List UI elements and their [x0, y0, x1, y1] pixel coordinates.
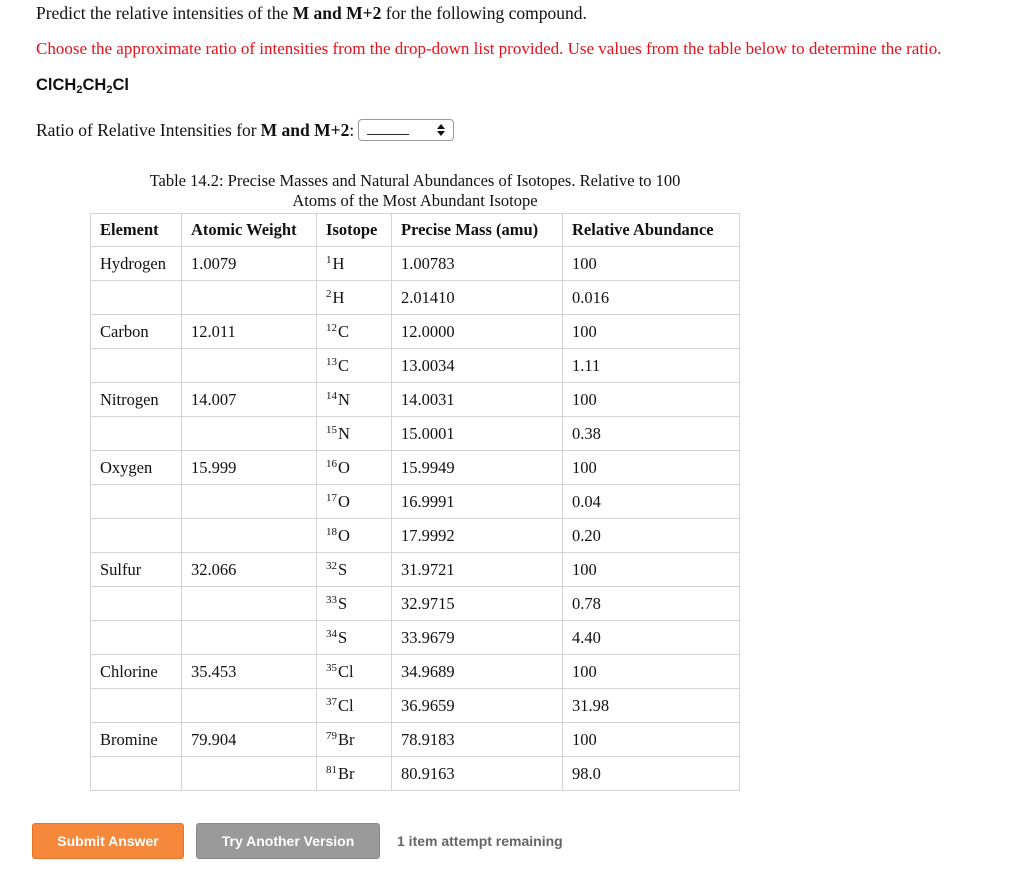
table-row	[91, 349, 740, 383]
mass-number: 1	[326, 253, 332, 266]
cell-atomic-weight: 12.011	[182, 315, 317, 349]
mass-number: 33	[326, 593, 337, 606]
attempts-remaining: 1 item attempt remaining	[397, 833, 563, 849]
cell-relative-abundance: 0.016	[563, 281, 740, 315]
cell-atomic-weight	[182, 587, 317, 621]
cell-precise-mass: 36.9659	[392, 689, 563, 723]
table-row	[91, 621, 740, 655]
cell-relative-abundance: 1.11	[563, 349, 740, 383]
mass-number: 34	[326, 627, 337, 640]
prompt-bold: M and M+2	[292, 3, 382, 23]
cell-isotope	[317, 383, 392, 417]
mass-number: 81	[326, 763, 337, 776]
header-element: Element	[91, 214, 182, 247]
table-row	[91, 757, 740, 791]
ratio-dropdown[interactable]	[358, 119, 454, 141]
cell-relative-abundance: 31.98	[563, 689, 740, 723]
cell-precise-mass: 15.0001	[392, 417, 563, 451]
cell-atomic-weight	[182, 621, 317, 655]
cell-atomic-weight: 35.453	[182, 655, 317, 689]
isotope-symbol: Cl	[338, 695, 354, 715]
cell-atomic-weight	[182, 417, 317, 451]
mass-number: 12	[326, 321, 337, 334]
cell-element: Oxygen	[91, 451, 182, 485]
cell-precise-mass: 13.0034	[392, 349, 563, 383]
isotope-symbol: S	[338, 593, 348, 613]
cell-atomic-weight: 32.066	[182, 553, 317, 587]
table-header-row	[91, 214, 740, 247]
cell-precise-mass: 12.0000	[392, 315, 563, 349]
cell-precise-mass: 14.0031	[392, 383, 563, 417]
cell-relative-abundance: 100	[563, 553, 740, 587]
cell-atomic-weight: 15.999	[182, 451, 317, 485]
cell-precise-mass: 2.01410	[392, 281, 563, 315]
cell-relative-abundance: 0.04	[563, 485, 740, 519]
cell-element: Carbon	[91, 315, 182, 349]
isotope-symbol: N	[338, 423, 350, 443]
table-row	[91, 281, 740, 315]
table-row	[91, 451, 740, 485]
ratio-question	[36, 119, 454, 141]
formula-part: ClCH	[36, 76, 77, 94]
isotope-symbol: S	[338, 559, 348, 579]
compound-formula	[36, 76, 129, 95]
cell-precise-mass: 31.9721	[392, 553, 563, 587]
cell-relative-abundance: 100	[563, 383, 740, 417]
header-atomic-weight: Atomic Weight	[182, 214, 317, 247]
cell-precise-mass: 15.9949	[392, 451, 563, 485]
isotope-symbol: H	[332, 287, 345, 307]
cell-isotope	[317, 689, 392, 723]
mass-number: 32	[326, 559, 337, 572]
isotope-symbol: H	[332, 253, 345, 273]
isotope-symbol: C	[338, 321, 350, 341]
mass-number: 14	[326, 389, 337, 402]
formula-part: Cl	[112, 76, 129, 94]
cell-element	[91, 485, 182, 519]
cell-element: Chlorine	[91, 655, 182, 689]
cell-atomic-weight: 1.0079	[182, 247, 317, 281]
isotope-symbol: O	[338, 491, 350, 511]
cell-precise-mass: 33.9679	[392, 621, 563, 655]
cell-element: Bromine	[91, 723, 182, 757]
cell-isotope	[317, 315, 392, 349]
mass-number: 13	[326, 355, 337, 368]
cell-atomic-weight: 14.007	[182, 383, 317, 417]
formula-subscript: 2	[76, 84, 83, 96]
cell-precise-mass: 1.00783	[392, 247, 563, 281]
table-row	[91, 417, 740, 451]
cell-element	[91, 621, 182, 655]
cell-relative-abundance: 100	[563, 723, 740, 757]
cell-precise-mass: 34.9689	[392, 655, 563, 689]
caption-line: Atoms of the Most Abundant Isotope	[292, 191, 538, 210]
table-row	[91, 383, 740, 417]
cell-relative-abundance: 100	[563, 247, 740, 281]
dropdown-value: ______	[367, 119, 408, 135]
header-relative-abundance: Relative Abundance	[563, 214, 740, 247]
isotope-symbol: N	[338, 389, 350, 409]
ratio-label: Ratio of Relative Intensities for	[36, 119, 257, 140]
prompt-text: Predict the relative intensities of the	[36, 3, 293, 23]
mass-number: 16	[326, 457, 337, 470]
isotope-symbol: Br	[338, 763, 355, 783]
table-caption	[90, 171, 740, 211]
cell-isotope	[317, 757, 392, 791]
cell-precise-mass: 17.9992	[392, 519, 563, 553]
table-row	[91, 315, 740, 349]
cell-element	[91, 281, 182, 315]
cell-relative-abundance: 100	[563, 315, 740, 349]
formula-part: CH	[82, 76, 107, 94]
mass-number: 17	[326, 491, 337, 504]
table-row	[91, 655, 740, 689]
cell-isotope	[317, 281, 392, 315]
cell-precise-mass: 32.9715	[392, 587, 563, 621]
mass-number: 35	[326, 661, 337, 674]
mass-number: 15	[326, 423, 337, 436]
cell-isotope	[317, 417, 392, 451]
cell-isotope	[317, 655, 392, 689]
cell-isotope	[317, 485, 392, 519]
mass-number: 18	[326, 525, 337, 538]
cell-precise-mass: 78.9183	[392, 723, 563, 757]
cell-relative-abundance: 4.40	[563, 621, 740, 655]
instruction-text: Choose the approximate ratio of intensities from the drop-down list provided. Use values from the table below to determine the ratio.	[36, 39, 942, 58]
header-isotope: Isotope	[317, 214, 392, 247]
table-row	[91, 723, 740, 757]
cell-isotope	[317, 723, 392, 757]
cell-element: Hydrogen	[91, 247, 182, 281]
table-row	[91, 247, 740, 281]
cell-element: Nitrogen	[91, 383, 182, 417]
header-precise-mass: Precise Mass (amu)	[392, 214, 563, 247]
isotope-symbol: C	[338, 355, 350, 375]
try-another-version-button[interactable]: Try Another Version	[196, 823, 380, 859]
cell-isotope	[317, 587, 392, 621]
cell-precise-mass: 80.9163	[392, 757, 563, 791]
cell-element	[91, 587, 182, 621]
mass-number: 2	[326, 287, 332, 300]
mass-number: 79	[326, 729, 337, 742]
submit-answer-button[interactable]: Submit Answer	[32, 823, 184, 859]
table-row	[91, 485, 740, 519]
updown-arrows-icon	[437, 124, 445, 136]
caption-line: Table 14.2: Precise Masses and Natural Abundances of Isotopes. Relative to 100	[149, 171, 681, 190]
cell-atomic-weight	[182, 757, 317, 791]
table-row	[91, 519, 740, 553]
cell-relative-abundance: 98.0	[563, 757, 740, 791]
table-row	[91, 689, 740, 723]
cell-relative-abundance: 0.20	[563, 519, 740, 553]
cell-element	[91, 519, 182, 553]
cell-element	[91, 417, 182, 451]
cell-element	[91, 689, 182, 723]
isotope-symbol: O	[338, 525, 350, 545]
cell-isotope	[317, 247, 392, 281]
cell-atomic-weight	[182, 485, 317, 519]
cell-relative-abundance: 100	[563, 451, 740, 485]
cell-relative-abundance: 0.78	[563, 587, 740, 621]
cell-atomic-weight	[182, 689, 317, 723]
prompt-text-end: for the following compound.	[381, 3, 587, 23]
cell-isotope	[317, 621, 392, 655]
cell-precise-mass: 16.9991	[392, 485, 563, 519]
cell-isotope	[317, 519, 392, 553]
table-row	[91, 587, 740, 621]
cell-atomic-weight	[182, 519, 317, 553]
question-prompt	[36, 3, 587, 24]
cell-atomic-weight	[182, 281, 317, 315]
isotope-table	[90, 213, 740, 791]
isotope-symbol: O	[338, 457, 350, 477]
isotope-symbol: Cl	[338, 661, 354, 681]
mass-number: 37	[326, 695, 337, 708]
cell-atomic-weight: 79.904	[182, 723, 317, 757]
isotope-symbol: S	[338, 627, 348, 647]
cell-isotope	[317, 553, 392, 587]
cell-isotope	[317, 451, 392, 485]
cell-relative-abundance: 0.38	[563, 417, 740, 451]
cell-element	[91, 757, 182, 791]
ratio-label-colon: :	[349, 119, 355, 140]
cell-element	[91, 349, 182, 383]
formula-subscript: 2	[106, 84, 113, 96]
isotope-symbol: Br	[338, 729, 355, 749]
cell-relative-abundance: 100	[563, 655, 740, 689]
cell-isotope	[317, 349, 392, 383]
ratio-label-bold: M and M+2	[260, 119, 350, 140]
cell-element: Sulfur	[91, 553, 182, 587]
table-row	[91, 553, 740, 587]
cell-atomic-weight	[182, 349, 317, 383]
